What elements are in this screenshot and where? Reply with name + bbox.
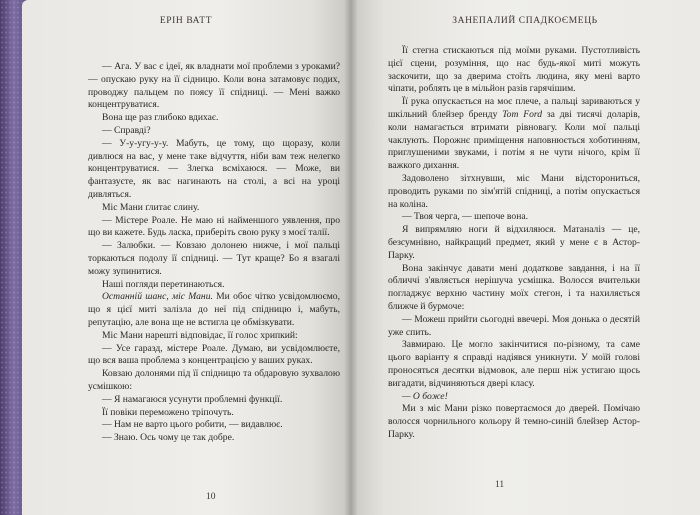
right-page-text xyxy=(388,45,640,442)
brand-name: Tom Ford xyxy=(502,108,543,120)
paragraph: — Усе гаразд, містере Роале. Думаю, ви усвідомлюєте, що вся ваша проблема з концентрацією у ваших руках. xyxy=(88,342,340,367)
paragraph: Задоволено зітхнувши, міс Мани відсторониться, проводить руками по зім'ятій спідниці, а потім опускається на коліна. xyxy=(388,172,640,210)
paragraph: — Ага. У вас є ідеї, як владнати мої проблеми з уроками? — опускаю руку на її сідницю. Коли вона затамовує подих, проводжу пальцем по поясу її спідниці. — Мені важко концентруватися. xyxy=(88,61,340,111)
right-page-number: 11 xyxy=(495,480,505,490)
paragraph: — Справді? xyxy=(102,124,151,136)
paragraph: — Можеш прийти сьогодні ввечері. Моя донька о десятій уже спить. xyxy=(388,313,640,338)
left-running-head: ЕРІН ВАТТ xyxy=(159,16,213,26)
right-running-head: ЗАНЕПАЛИЙ СПАДКОЄМЕЦЬ xyxy=(452,16,598,26)
paragraph: Ковзаю долонями під її спідницю та обдаровую зухвалою усмішкою: xyxy=(88,368,340,392)
paragraph: — Нам не варто цього робити, — видавлює. xyxy=(102,419,283,431)
left-page-number: 10 xyxy=(206,492,216,502)
paragraph: Завмираю. Це могло закінчитися по-різному, та саме цього варіанту я справді надіявся уникнути. У моїй голові проносяться десятки відмовок, але перш ніж устигаю щось вигадати, відчиняються двері класу. xyxy=(388,339,640,389)
paragraph: Наші погляди перетинаються. xyxy=(102,278,225,290)
paragraph xyxy=(88,291,340,329)
italic-exclamation: — О боже! xyxy=(402,390,448,402)
paragraph: — У-у-угу-у-у. Мабуть, це тому, що щоразу, коли дивлюся на вас, у мене таке відчуття, ніби вам теж нелегко концентруватися. — Злегка всміхаюся. — Може, ви фантазуєте, як вас нагинають на столі, а всі на уроці дивляться. xyxy=(88,137,340,200)
paragraph: — Знаю. Ось чому це так добре. xyxy=(102,432,235,444)
left-page-text xyxy=(88,61,340,445)
italic-thought: Останній шанс, міс Мани. xyxy=(102,291,213,303)
paragraph: — Містере Роале. Не маю ні найменшого уявлення, про що ви кажете. Будь ласка, приберіть свою руку з моєї талії. xyxy=(88,214,340,239)
book-gutter xyxy=(344,0,358,515)
paragraph xyxy=(388,391,640,404)
paragraph: Ми з міс Мани різко повертаємося до дверей. Помічаю волосся чорнильного кольору й темно-синій блейзер Астор-Парку. xyxy=(388,403,640,440)
paragraph: — Я намагаюся усунути проблемні функції. xyxy=(102,393,283,405)
left-page xyxy=(22,0,350,515)
paragraph: Міс Мани ґлитає слину. xyxy=(102,201,200,213)
paragraph: Її повіки переможено тріпочуть. xyxy=(102,406,234,418)
paragraph: — Залюбки. — Ковзаю долонею нижче, і мої пальці торкаються подолу її спідниці. — Тут краще? Бо я взагалі можу зупинитися. xyxy=(88,240,340,277)
paragraph xyxy=(388,96,640,173)
paragraph-tail: Ми обоє чітко усвідомлюємо, що я цієї миті залізла до неї під спідницю і, мабуть, репутацію, але вона ще не встигла це обмізкувати. xyxy=(88,291,340,328)
paragraph: Її стегна стискаються під моїми руками. Пустотливість цієї сцени, розуміння, що нас будь-якої миті можуть заскочити, що за дверима стоїть людина, яку мені варто чіпати, роблять це в мільйон разів гарячішим. xyxy=(388,45,640,95)
paragraph: — Твоя черга, — шепоче вона. xyxy=(402,211,528,223)
paragraph: Вона ще раз глибоко вдихає. xyxy=(102,112,219,124)
paragraph: Я випрямляю ноги й відхиляюся. Матаналіз — це, безсумнівно, найкращий предмет, який у мене є в Астор-Парку. xyxy=(388,224,640,261)
paragraph: Міс Мани нарешті відповідає, її голос хрипкий: xyxy=(102,329,298,341)
paragraph-head: Її рука опускається на моє плече, а пальці зариваються у шкільний блейзер бренду xyxy=(388,96,640,120)
paragraph-tail: за дві тисячі доларів, коли намагається втримати рівновагу. Коли мої пальці чаклують. Порожнє приміщення наповнюється хоботинням, приглушеними звуками, і потім я не чути нічого, крім її важкого дихання. xyxy=(388,108,640,172)
paragraph: Вона закінчує давати мені додаткове завдання, і на її обличчі з'являється нерішуча усмішка. Волосся вчительки погладжує верхню частину моїх стегон, і та нахиляється ближче й бурмоче: xyxy=(388,262,640,312)
right-page xyxy=(350,0,700,515)
